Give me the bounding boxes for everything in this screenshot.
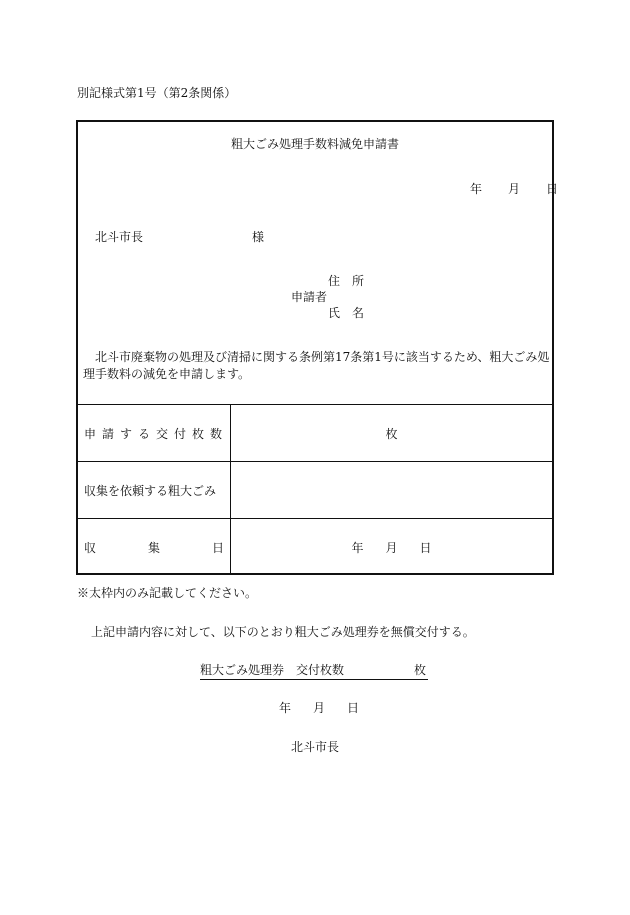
collection-date-field[interactable]: [231, 519, 553, 576]
address-label: 住 所: [328, 274, 365, 288]
bulky-waste-field[interactable]: [231, 462, 553, 519]
day-label: 日: [347, 701, 360, 715]
year-label: 年: [279, 701, 292, 715]
issue-count-label: 申請する交付枚数: [78, 405, 231, 462]
applicant-label: 申請者: [291, 290, 328, 304]
issuer-name: 北斗市長: [290, 740, 339, 754]
table-row: [78, 519, 552, 576]
month-label: 月: [508, 182, 521, 196]
name-label: 氏 名: [328, 306, 365, 320]
table-row: [78, 405, 552, 462]
grant-statement: 上記申請内容に対して、以下のとおり粗大ごみ処理券を無償交付する。: [91, 625, 475, 639]
application-frame: [76, 120, 559, 575]
collection-date-label: 収 集 日: [78, 519, 231, 576]
year-label: 年: [470, 182, 483, 196]
day-label: 日: [419, 540, 432, 555]
application-date[interactable]: [434, 180, 558, 197]
form-label: 別記様式第1号（第2条関係）: [77, 86, 237, 100]
addressee-honorific: 様: [252, 230, 265, 244]
table-row: [78, 462, 552, 519]
day-label: 日: [546, 182, 559, 196]
month-label: 月: [385, 540, 398, 555]
instruction-note: ※太枠内のみ記載してください。: [77, 586, 258, 600]
voucher-label: 粗大ごみ処理券 交付枚数: [200, 663, 345, 677]
application-body-text: 北斗市廃棄物の処理及び清掃に関する条例第17条第1号に該当するため、粗大ごみ処理手数料の減免を申請します。: [83, 350, 550, 381]
issue-count-field[interactable]: [231, 405, 553, 462]
document-title: 粗大ごみ処理手数料減免申請書: [230, 137, 399, 151]
grant-date: [279, 699, 359, 716]
voucher-unit: 枚: [413, 663, 426, 677]
voucher-count-line: [200, 661, 428, 680]
year-label: 年: [351, 540, 364, 555]
addressee-name: 北斗市長: [95, 230, 144, 244]
sheets-unit: 枚: [385, 426, 398, 441]
month-label: 月: [313, 701, 326, 715]
application-items-table: [78, 404, 552, 575]
bulky-waste-label: 収集を依頼する粗大ごみ: [78, 462, 231, 519]
